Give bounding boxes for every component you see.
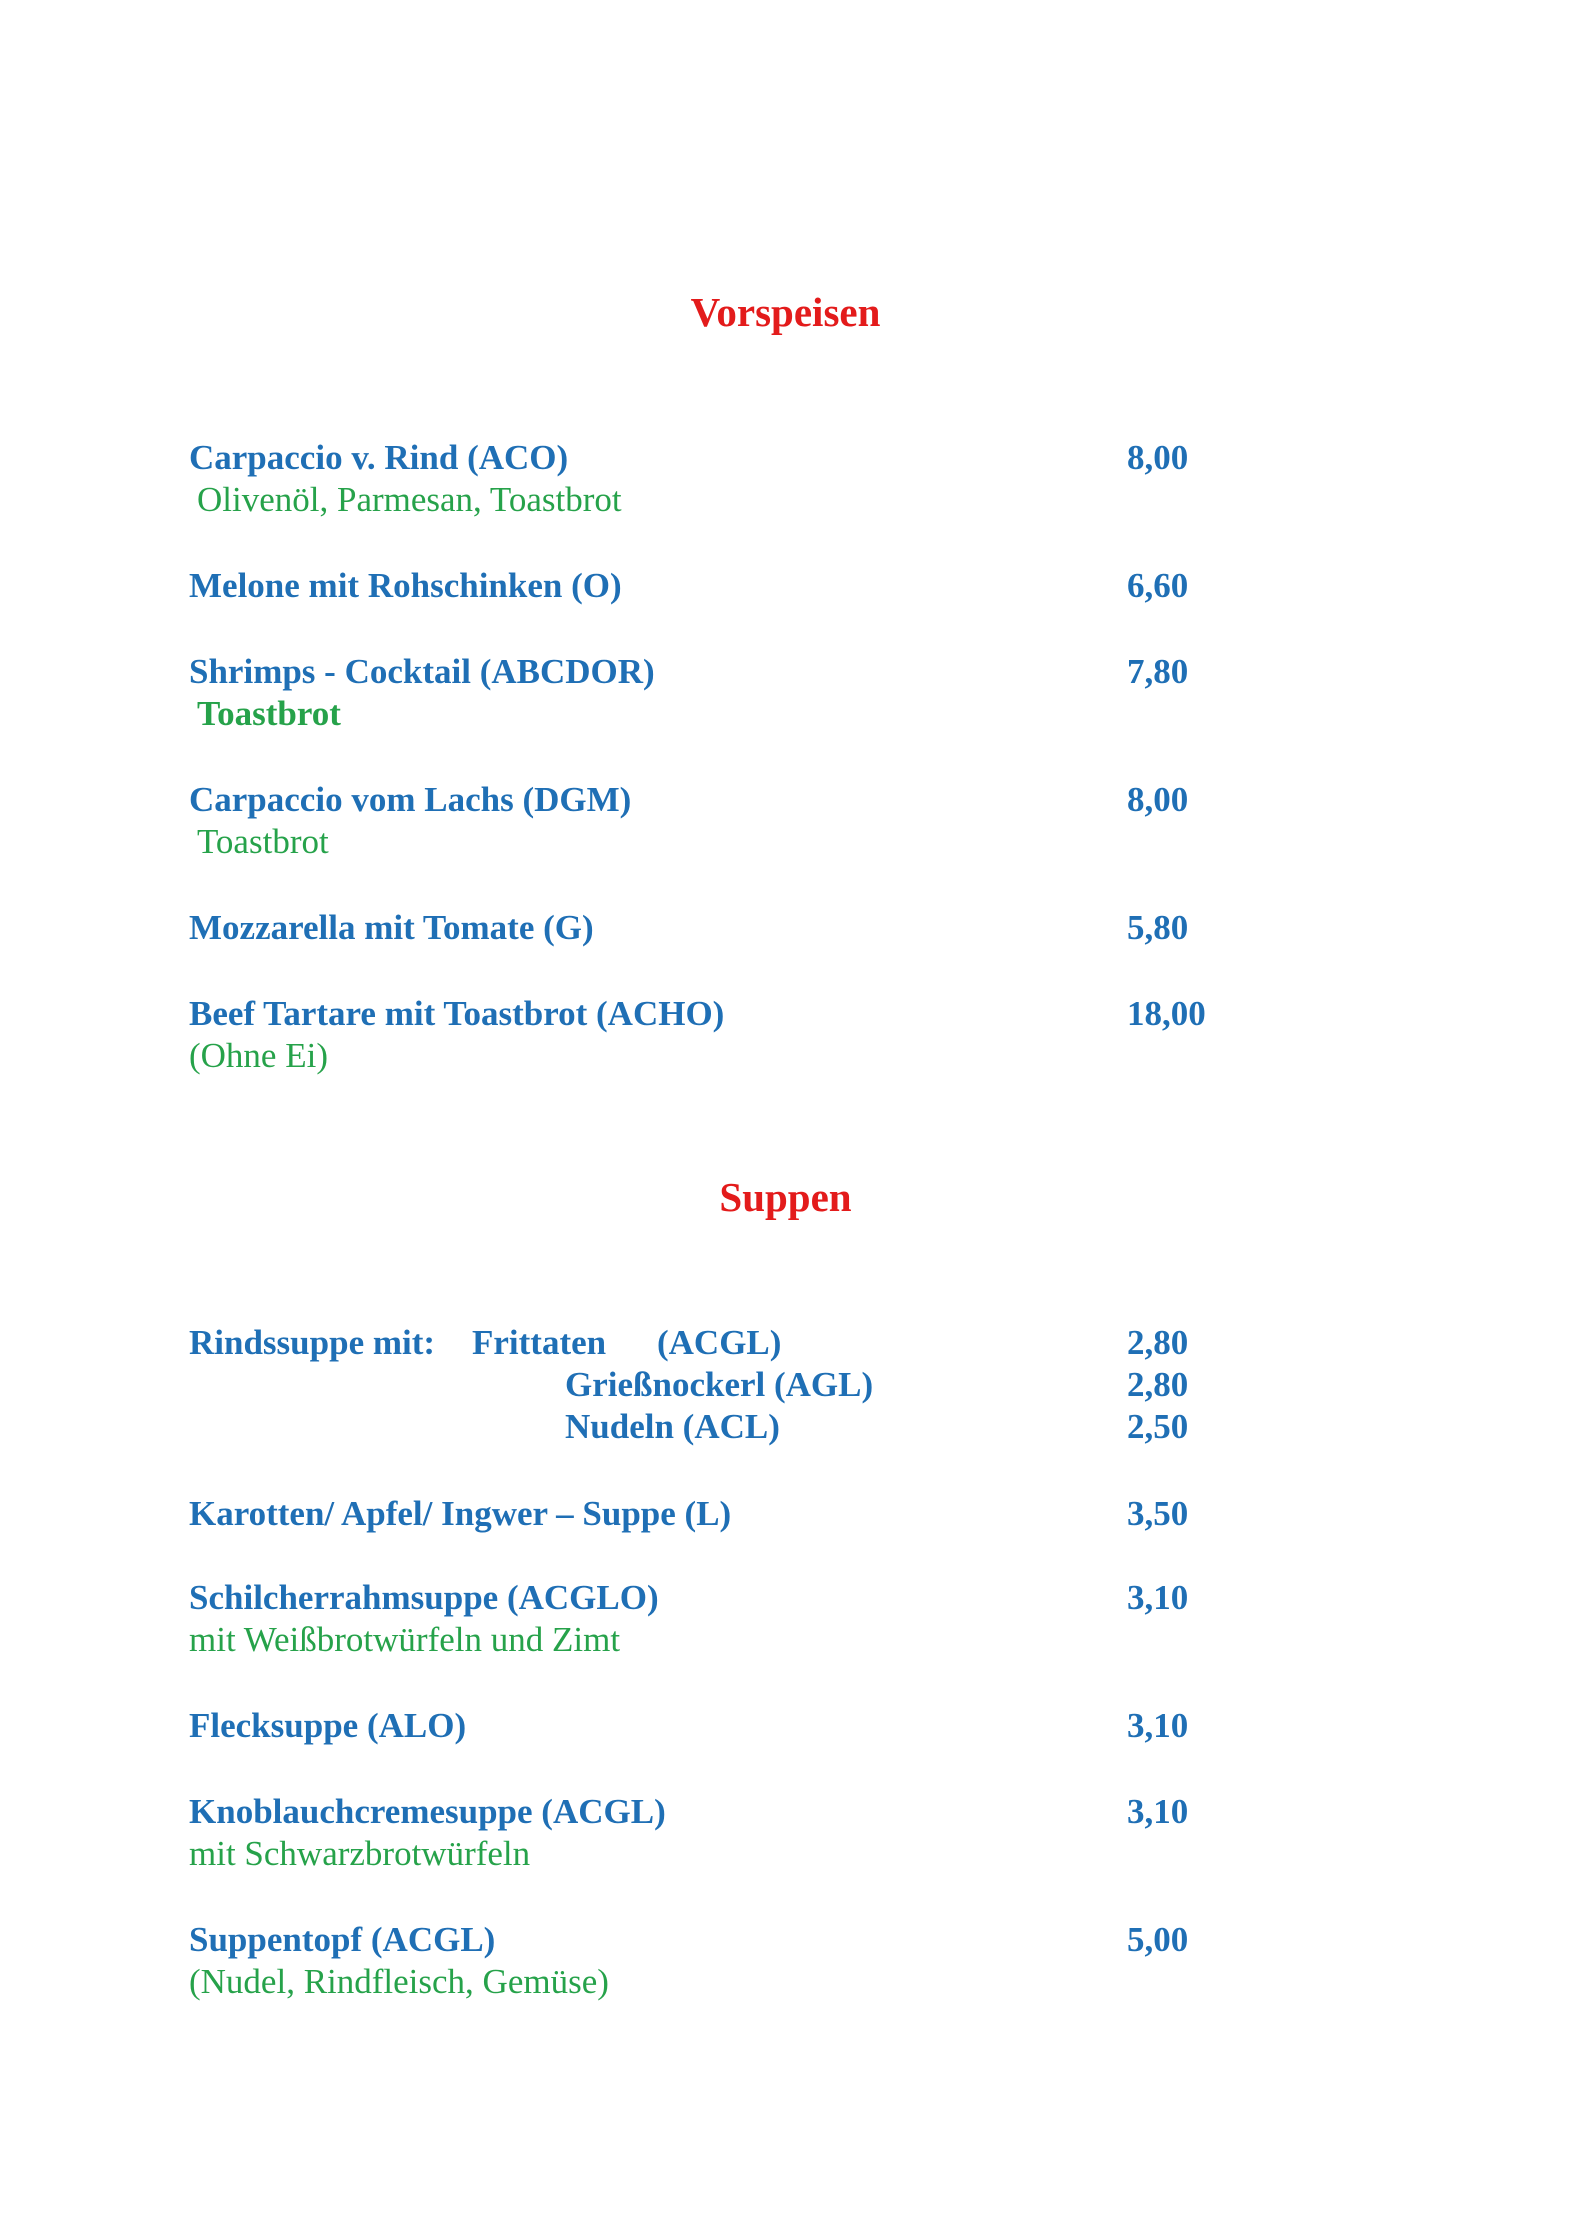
soup-option-name: Frittaten [472,1323,607,1362]
item-description: Toastbrot [197,822,329,861]
item-description: mit Schwarzbrotwürfeln [189,1834,531,1873]
item-name: Mozzarella mit Tomate (G) [189,908,594,947]
soup-option-name: Grießnockerl (AGL) [565,1365,874,1404]
soup-option-allergens: (ACGL) [657,1323,782,1362]
soup-option-name: Nudeln (ACL) [565,1407,780,1446]
item-price: 2,80 [1127,1365,1189,1404]
item-name: Carpaccio v. Rind (ACO) [189,438,569,477]
item-name: Karotten/ Apfel/ Ingwer – Suppe (L) [189,1494,732,1533]
item-description: Toastbrot [197,694,341,733]
section-title-suppen: Suppen [719,1174,852,1220]
item-price: 3,10 [1127,1578,1189,1617]
item-price: 5,00 [1127,1920,1189,1959]
item-description: (Nudel, Rindfleisch, Gemüse) [189,1962,609,2001]
item-name: Schilcherrahmsuppe (ACGLO) [189,1578,659,1617]
item-description: Olivenöl, Parmesan, Toastbrot [197,480,622,519]
item-price: 8,00 [1127,438,1189,477]
item-name: Knoblauchcremesuppe (ACGL) [189,1792,666,1831]
item-description: (Ohne Ei) [189,1036,328,1075]
item-price: 6,60 [1127,566,1189,605]
item-name: Flecksuppe (ALO) [189,1706,467,1745]
item-price: 7,80 [1127,652,1189,691]
item-price: 18,00 [1127,994,1206,1033]
item-name: Shrimps - Cocktail (ABCDOR) [189,652,655,691]
item-price: 8,00 [1127,780,1189,819]
item-name: Carpaccio vom Lachs (DGM) [189,780,632,819]
section-title-vorspeisen: Vorspeisen [690,289,881,335]
item-price: 2,80 [1127,1323,1189,1362]
item-name: Beef Tartare mit Toastbrot (ACHO) [189,994,725,1033]
item-price: 3,10 [1127,1706,1189,1745]
item-name: Suppentopf (ACGL) [189,1920,496,1959]
item-price: 3,10 [1127,1792,1189,1831]
item-price: 5,80 [1127,908,1189,947]
item-description: mit Weißbrotwürfeln und Zimt [189,1620,621,1659]
rindssuppe-label: Rindssuppe mit: [189,1323,436,1362]
item-price: 3,50 [1127,1494,1189,1533]
item-name: Melone mit Rohschinken (O) [189,566,622,605]
item-price: 2,50 [1127,1407,1189,1446]
